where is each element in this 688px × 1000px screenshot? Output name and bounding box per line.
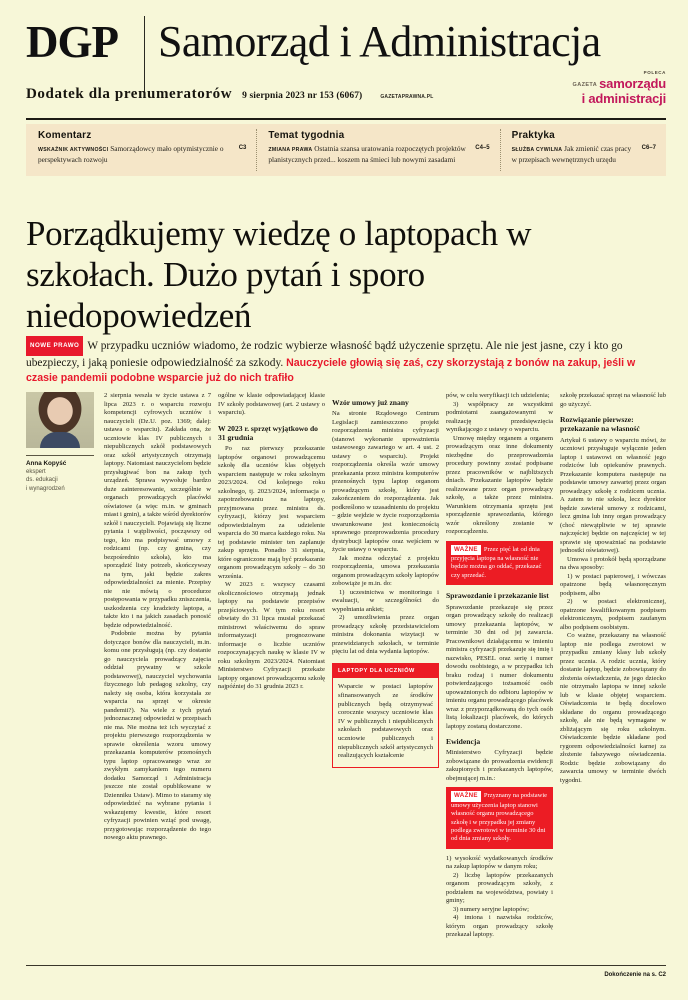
masthead-divider [144,16,145,94]
subheading-przekazanie-na-wlasnosc: Rozwiązanie pierwsze: przekazanie na własność [560,415,640,434]
paragraph: 2 sierpnia weszła w życie ustawa z 7 lipca 2023 r. o wsparciu rozwoju kompetencji cyfrowych uczniów i nauczycieli (Dz.U. poz. 1369; dalej: ustawa o wsparciu). Zakłada ona, że uczniowie klas IV publicznych i niepublicznych szkół podstawowych oraz szkół artystycznych otrzymają laptopy. Natomiast nauczycielom będzie przysługiwać bon na zakup tych urządzeń. Sprawa wywołuje bardzo duże zainteresowanie, szczególnie w organach prowadzących placówki oświatowe (a więc m.in. w gminach miast i gmin), a także wśród dyrektorów szkół i nauczycieli. Pojawiają się liczne pytania i wątpliwości, począwszy od tego, kto ma podpisywać umowy z rodzicami (np. czy gmina, czy bezpośrednio szkoła), kto ma sporządzić listy potrzeb, skończywszy na tym, jaki będzie zakres odpowiedzialności za mienie. Przepisy nie nie mówią o procedurze postępowania w przypadku zniszczenia, uszkodzenia czy kradzieży laptopa, a także kto i na jakich zasadach ponosić będzie odpowiedzialność. [104,392,211,629]
promo-kicker: POLECA [643,70,666,75]
brand-logo-dgp: DGP [26,17,118,67]
paragraph: 2) liczbę laptopów przekazanych organom prowadzącym szkoły, z podziałem na województwa, powiaty i gminy; [446,871,553,905]
wazne-text: Przez pięć lat od dnia przyjęcia laptopa na własność nie będzie można go oddać, przekazać czy sprzedać. [451,545,542,579]
subheading-ewidencja: Ewidencja [446,737,481,747]
teaser-kicker: ZMIANA PRAWA [268,147,313,153]
teaser-kicker: WSKAŹNIK AKTYWNOŚCI [38,147,109,153]
paragraph: Ministerstwo Cyfryzacji będzie zobowiązane do prowadzenia ewidencji zakupionych i przekazanych laptopów, obejmującej m.in.: [446,749,553,782]
teaser-praktyka[interactable] [500,124,666,176]
paragraph: 2) umożliwienia przez organ prowadzący szkołę przedstawicielom ministra dokonania wizytacji w przewidzianych szkołach, w terminie pięciu lat od dnia wydania laptopów. [332,614,439,656]
author-role-line-2: ds. edukacji [26,477,58,484]
wazne-label: WAŻNE [451,545,481,555]
teaser-title: Temat tygodnia [268,130,345,141]
paragraph: 1) w postaci papierowej, i wówczas opatrzone będą własnoręcznym podpisem, albo [560,572,666,597]
article-deck [26,336,666,387]
paragraph: pów, w celu weryfikacji ich udzielenia; [446,392,550,399]
teaser-body [512,144,656,165]
paragraph: 3) współpracy ze wszystkimi podmiotami zaangażowanymi w realizację przedsięwzięcia wynikającego z ustawy o wsparciu. [446,400,553,433]
wazne-label: WAŻNE [451,791,481,801]
promo-line-1 [546,77,666,92]
promo-word-samorzadu: samorządu [599,76,666,91]
paragraph: W 2023 r. wszyscy czasami okolicznościowo otrzymają jednak laptopy na podstawie przepisów przejściowych. W tym roku resort obwiaty do 31 lipca musiał przekazać ministrowi właściwemu do spraw informatyzacji prognozowane informacje o liczbie uczniów rozpoczynających naukę w klasie IV w roku szkolnym 2023/2024. Natomiast Ministerstwo Cyfryzacji przekaże laptopy organowi prowadzącemu szkołę najpóźniej do 31 grudnia 2023 r. [218,581,325,691]
promo-line-2: i administracji [581,91,666,106]
teaser-bar [26,124,666,176]
teaser-page-ref: C4–5 [475,145,490,151]
text-column-2 [218,392,325,980]
teaser-text: Jak zmienić czas pracy w przepisach wewnętrznych urzędu [511,144,632,165]
author-role-line-1: ekspert [26,469,46,475]
subheading-sprzet-do-31-grudnia: W 2023 r. sprzęt wyjątkowo do 31 grudnia [218,423,318,442]
author-name: Anna Kopyść [26,460,67,467]
author-photo [26,392,94,448]
teaser-text: Samorządowcy mało optymistycznie o perspektywach rozwoju [38,144,224,165]
teaser-temat-tygodnia[interactable] [256,124,499,176]
text-column-1 [104,392,211,980]
teaser-komentarz[interactable] [26,124,256,176]
paragraph: ogólne w klasie odpowiadającej klasie IV szkoły podstawowej (art. 2 ustawy o wsparciu). [218,392,325,416]
author-role-line-3: i wynagrodzeń [26,485,65,492]
paragraph: Sprawozdanie przekazuje się przez organ prowadzący szkołę do realizacji umowy przekazania laptopów, w terminie 30 dni od jej zawarcia. Pracownikowi działającemu w imieniu ministra cyfryzacji przekazuje się imię i nazwisko, PESEL oraz serię i numer dowodu osobistego, a w przypadku ich braku rodzaj i numer dokumentu potwierdzającego tożsamość osób upoważnionych do odbioru laptopów w imieniu organu prowadzącego placówek wraz z przyporządkowaną do tych osób listą lokalizacji placówek, do których laptopy zostaną dostarczone. [446,603,553,730]
infobox-text: Wsparcie w postaci laptopów sfinansowanych ze środków publicznych będą otrzymywać corocznie wszyscy uczniowie klas IV w publicznych i niepublicznych szkołach podstawowych oraz uczniowie publicznych i niepublicznych szkół artystycznych realizujących kształcenie [338,683,433,760]
jump-line: Dokończenie na s. C2 [604,972,666,978]
page-bottom-rule [26,965,666,966]
byline-column [26,392,96,980]
paragraph: Po raz pierwszy przekazanie laptopów organowi prowadzącemu szkołę dla uczniów klas objętych wsparciem następuje w roku szkolnym 2023/2024. Od kolejnego roku szkolnego, tj. 2023/2024, informacja o zapotrzebowaniu na laptopy, przyjmowana przez ministra ds. cyfryzacji, którzy jest wsparciem odpowiedzialnym za udzielenie wsparcia do 30 marca każdego roku. Na tej podstawie minister ten zaplanuje zakup sprzętu. Ponadto 31 sierpnia, które ograniczone mają być przekazanie organom prowadzącym szkoły – do 30 września. [218,445,325,580]
masthead-subline [26,86,434,103]
byline-divider [26,455,94,456]
deck-text-red: Nauczyciele głowią się zaś, czy skorzystają z bonów na zakup, jeśli w czasie pandemii podobne wsparcie już do nich trafiło [26,356,636,384]
subscriber-label: Dodatek dla prenumeratorów [26,86,233,102]
teaser-text: Ostatnia szansa uratowania rozpoczętych projektów planistycznych przed... koszem na śmieci lub nowymi zasadami [268,144,466,165]
subheading-wzor-umowy: Wzór umowy już znany [332,398,409,407]
paragraph: 1) wysokość wydatkowanych środków na zakup laptopów w danym roku; [446,854,553,871]
supplement-title: Samorząd i Administracja [158,17,601,66]
badge-nowe-prawo: NOWE PRAWO [26,336,83,356]
paragraph: Podobnie można by pytania dotyczące bonów dla nauczycieli, m.in. komu one przysługują (np. czy dostanie go nauczyciela prowadzący zajęcia oddział prywatny w szkole podstawowej), nauczyciel wychowania fizycznego lub pedagog szkolny, czy należy się osoba, która korzystała ze wsparcia na sprzęt w okresie pandemii?). Na wiele z tych pytań jednoznacznej odpowiedzi w przepisach nie ma. Nie można też ich wyczytać z projektu pierwszego rozporządzenia w sprawie określenia wzoru umowy przekazania komputerów przenośnych typu laptop opracowanego wraz ze zwykłym zamykaniem tego numeru dodatku Samorząd i Administracja jeszcze nie został opublikowane w Dzienniku Ustaw). Mimo to staramy się odpowiedzieć na wybrane pytania i wskazujemy kwestie, które resort cyfryzacji powinien wziąć pod uwagę, przygotowując rozporządzenie do tego nowego aktu prawnego. [104,630,211,841]
text-column-3 [332,392,439,980]
paragraph: 4) imiona i nazwiska rodziców, którym organ prowadzący szkołę przekazał laptopy. [446,914,553,939]
teaser-body [268,144,489,165]
masthead [26,18,666,76]
deck-text-black: W przypadku uczniów wiadomo, że rodzic wybierze własność bądź użyczenie sprzętu. Ale nie jest jasne, czy i kto go ubezpieczy, i jaką poniesie odpowiedzialność za szkody. [26,340,623,369]
teaser-title: Praktyka [511,130,555,141]
text-column-4 [446,392,553,980]
promo-small-word: GAZETA [572,82,598,88]
teaser-body [38,144,246,165]
teaser-page-ref: C3 [238,145,247,151]
infobox-laptopy-dla-uczniow [332,663,439,768]
paragraph: szkołę przekazać sprzęt na własność lub go użyczyć. [560,392,666,408]
text-column-5 [560,392,666,980]
article-body [26,392,666,980]
subheading-sprawozdanie: Sprawozdanie i przekazanie list [446,591,549,601]
website-url: GAZETAPRAWNA.PL [380,94,434,100]
teaser-title: Komentarz [38,130,92,141]
teaser-kicker: SŁUŻBA CYWILNA [511,147,563,153]
paragraph: 1) uczestnictwa w monitoringu i ewaluacji, w szczególności do wypełniania ankiet; [332,588,439,613]
wazne-text: Przyznany na podstawie umowy użyczenia laptop stanowi własność organu prowadzącego szkołę i w przypadku jej zmiany podlega zwrotowi w terminie 30 dni od dnia zmiany szkoły. [451,792,548,843]
paragraph: Na stronie Rządowego Centrum Legislacji zamieszczono projekt rozporządzenia ministra cyfryzacji (stanowi wykonanie upoważnienia ustawowego zawartego w art. 4 ust. 2 ustawy o wsparciu). Projekt rozporządzenia określa wzór umowy przekazania przez ministra komputerów przenośnych typu laptop organom prowadzącym szkołę, który jest zakończeniem do rozporządzenia. Jak podkreślono w uzasadnieniu do projektu – gdzie wejdzie w życie rozporządzenia uwarunkowane jest koniecznością sprawnego przeprowadzenia procedury dystrybucji laptopów oraz wejściem w życie ustawy o wsparciu. [332,410,439,554]
teaser-page-ref: C6–7 [641,145,656,151]
wazne-box-2 [446,787,553,848]
paragraph: Artykuł 6 ustawy o wsparciu mówi, że uczniowi przysługuje wyłącznie jeden laptop i ustawowi on własność jego rodziców lub opiekunów prawnych. Przekazanie komputera następuje na podstawie umowy zawartej przez organ prowadzący szkołę z rodzicem ucznia. A zatem to nie szkoła, lecz dyrektor będzie zawierał umowy z rodzicami, lecz gmina lub inny organ prowadzący (choć niewątpliwie w tej sprawie najczęściej będzie on najczęściej w tej sprawie się upoważniać na podstawie jednostki oświatowej). [560,436,666,555]
paragraph: Jak można odczytać z projektu rozporządzenia, umowa przekazania organom prowadzącym szkoły laptopów zobowiąże je m.in. do: [332,554,439,588]
wazne-box-1 [446,541,553,586]
paragraph: Umowę między organem a organem prowadzącym oraz inne dokumenty niezbędne do przeprowadzenia procedury powinny zostać podpisane przez pracowników w najbliższych dniach. Przekazanie laptopów będzie realizowane przez organ prowadzący szkołę, a także przez ministra. Warunkiem otrzymania sprzętu jest sporządzenie sprawozdania, którego wzór określony zostanie w rozporządzeniu. [446,434,553,535]
paragraph: Co ważne, przekazany na własność laptop nie podlega zwrotowi w przypadku zmiany klasy lub szkoły przez ucznia. A rodzic ucznia, który dostanie laptop, będzie zobowiązany do złożenia oświadczenia, że jego dziecko nie otrzymało laptopa w innej szkole lub w klasie objętej wsparciem. Oświadczenia te będą docelowo składane do organu prowadzącego szkołę, ale nie będą wymagane w zbliżającym się roku szkolnym. Oświadczenie będzie składane pod rygorem odpowiedzialności karnej za złożenie fałszywego oświadczenia. Rodzic będzie zobowiązany do zawarcia umowy w terminie dwóch tygodni. [560,632,666,784]
infobox-title: LAPTOPY DLA UCZNIÓW [333,664,438,679]
paragraph: 3) numery seryjne laptopów; [453,905,529,913]
promo-logo [546,70,666,106]
issue-line: 9 sierpnia 2023 nr 153 (6067) [242,91,363,101]
masthead-bottom-rule [26,118,666,120]
article-headline: Porządkujemy wiedzę o laptopach w szkołach. Dużo pytań i sporo niedopowiedzeń [26,214,532,336]
paragraph: 2) w postaci elektronicznej, opatrzone kwalifikowanym podpisem elektronicznym, podpisem zaufanym albo podpisem osobistym. [560,598,666,631]
paragraph: Umowa i protokół będą sporządzane na dwa sposoby: [560,555,666,572]
